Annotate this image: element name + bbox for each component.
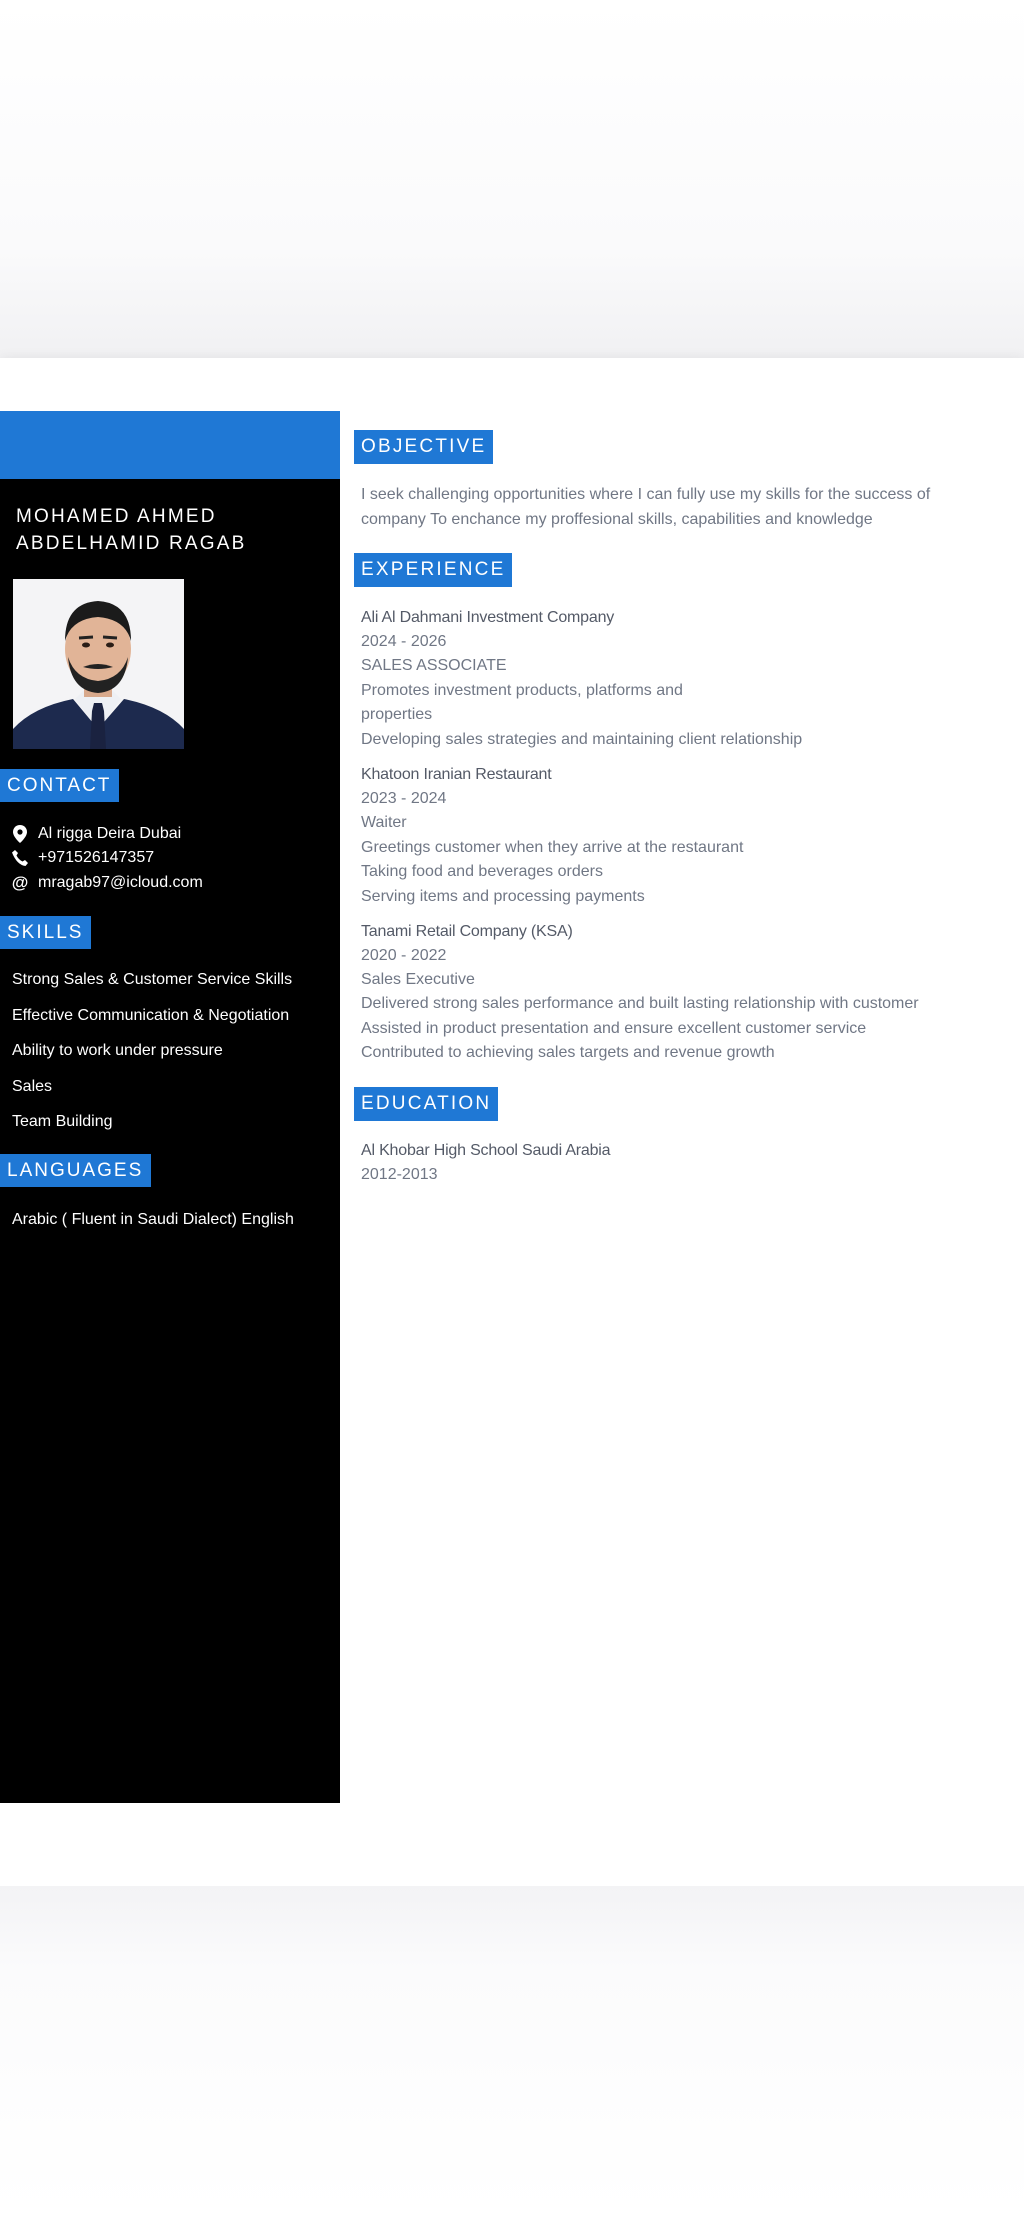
languages-heading: LANGUAGES: [0, 1154, 151, 1187]
job-role: Waiter: [361, 814, 407, 831]
contact-email: [10, 872, 203, 894]
job-duty: Contributed to achieving sales targets and revenue growth: [361, 1044, 775, 1061]
profile-photo-icon: [13, 579, 184, 749]
name-line-1: MOHAMED AHMED: [16, 506, 217, 527]
skill-item: Strong Sales & Customer Service Skills: [12, 971, 293, 988]
job-duty: Greetings customer when they arrive at the restaurant: [361, 839, 744, 856]
phone-icon: [10, 848, 30, 868]
job-years: 2020 - 2022: [361, 947, 447, 964]
job-duty: Assisted in product presentation and ensure excellent customer service: [361, 1020, 867, 1037]
job-years: 2024 - 2026: [361, 633, 447, 650]
job-duty: properties: [361, 706, 433, 723]
job-duty: Promotes investment products, platforms and: [361, 682, 683, 699]
job-role: SALES ASSOCIATE: [361, 657, 507, 674]
education-school: Al Khobar High School Saudi Arabia: [361, 1142, 611, 1159]
bottom-blank-area: [0, 1886, 1024, 2215]
at-sign-icon: @: [11, 873, 29, 892]
job-company: Ali Al Dahmani Investment Company: [361, 609, 615, 626]
contact-email-text[interactable]: mragab97@icloud.com: [38, 874, 203, 891]
objective-line-2: company To enchance my proffesional skills, capabilities and knowledge: [361, 510, 873, 528]
name-line-2: ABDELHAMID RAGAB: [16, 533, 247, 554]
objective-text: [361, 483, 930, 532]
skill-item: Sales: [12, 1078, 53, 1095]
skill-item: Ability to work under pressure: [12, 1042, 223, 1059]
skill-item: Team Building: [12, 1113, 113, 1130]
contact-address: [10, 823, 181, 845]
education-heading: EDUCATION: [354, 1087, 498, 1121]
job-company: Khatoon Iranian Restaurant: [361, 766, 552, 783]
job-role: Sales Executive: [361, 971, 475, 988]
contact-phone-text[interactable]: +971526147357: [38, 849, 155, 866]
job-company: Tanami Retail Company (KSA): [361, 923, 573, 940]
top-blank-area: [0, 0, 1024, 358]
skill-item: Effective Communication & Negotiation: [12, 1007, 290, 1024]
contact-phone: [10, 847, 154, 869]
languages-text: Arabic ( Fluent in Saudi Dialect) English: [12, 1211, 294, 1228]
profile-photo: [13, 579, 184, 749]
job-duty: Taking food and beverages orders: [361, 863, 603, 880]
sidebar-header-band: [0, 411, 340, 479]
contact-heading: CONTACT: [0, 769, 119, 802]
location-pin-icon: [10, 824, 30, 844]
job-duty: Serving items and processing payments: [361, 888, 645, 905]
job-duty: Delivered strong sales performance and built lasting relationship with customer: [361, 995, 919, 1012]
objective-heading: OBJECTIVE: [354, 430, 493, 464]
contact-address-text: Al rigga Deira Dubai: [38, 825, 182, 842]
candidate-name: [16, 503, 326, 557]
skills-heading: SKILLS: [0, 916, 91, 949]
job-years: 2023 - 2024: [361, 790, 447, 807]
objective-line-1: I seek challenging opportunities where I can fully use my skills for the success of: [361, 486, 931, 503]
experience-heading: EXPERIENCE: [354, 553, 512, 587]
job-duty: Developing sales strategies and maintaining client relationship: [361, 731, 803, 748]
education-years: 2012-2013: [361, 1166, 438, 1183]
